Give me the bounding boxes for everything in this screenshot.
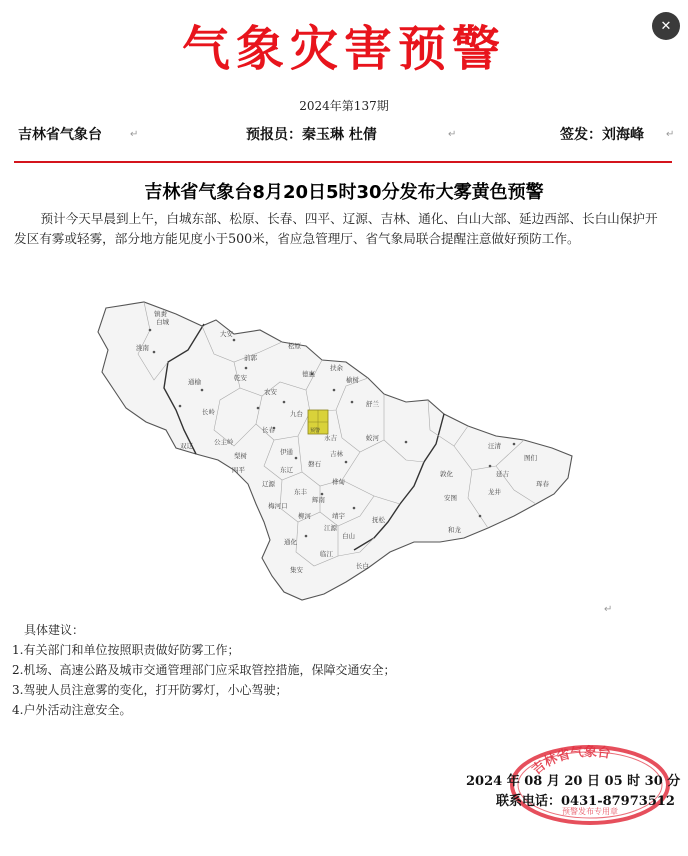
province-map: [84, 290, 584, 610]
city-label: 东丰: [294, 488, 307, 496]
city-label: 辉南: [312, 496, 325, 504]
city-label: 梅河口: [268, 502, 288, 510]
city-label: 九台: [290, 410, 303, 418]
issue-datetime: 2024 年 08 月 20 日 05 时 30 分: [466, 774, 681, 789]
city-label: 磐石: [308, 460, 321, 468]
issue-number: 2024年第137期: [299, 99, 389, 113]
advice-title: 具体建议：: [24, 623, 85, 637]
city-label: 敦化: [440, 470, 453, 478]
paragraph-mark: ↵: [130, 129, 139, 140]
city-label: 洮南: [136, 344, 149, 352]
city-label: 通化: [284, 538, 297, 546]
city-label: 德惠: [302, 370, 315, 378]
city-label: 靖宇: [332, 512, 345, 520]
city-label: 前郭: [244, 354, 257, 362]
seal-subtext: 预警发布专用章: [562, 807, 618, 816]
city-label: 乾安: [234, 374, 247, 382]
city-label: 图们: [524, 454, 537, 462]
city-label: 扶余: [330, 364, 343, 372]
city-label: 通榆: [188, 378, 201, 386]
signer-line: [560, 124, 644, 144]
contact-line: [496, 790, 675, 809]
marker-label: 预警: [310, 428, 321, 434]
masthead-title: 气象灾害预警: [181, 21, 506, 77]
city-label: 大安: [220, 330, 233, 338]
city-label: 抚松: [372, 516, 385, 524]
city-label: 柳河: [298, 512, 311, 520]
city-label: 江源: [324, 524, 337, 532]
city-label: 镇赉: [154, 310, 167, 318]
city-label: 松原: [288, 342, 301, 350]
city-label: 集安: [290, 566, 303, 574]
forecaster-names: 秦玉琳 杜倩: [302, 127, 377, 143]
signer-name: 刘海峰: [602, 127, 644, 143]
close-icon: ✕: [660, 18, 672, 34]
forecaster-label: 预报员：: [246, 127, 302, 143]
advice-section: [12, 620, 612, 720]
paragraph-mark: ↵: [604, 604, 613, 615]
advice-item: 1.有关部门和单位按照职责做好防雾工作；: [12, 643, 240, 657]
warning-paragraph: 预计今天早晨到上午，白城东部、松原、长春、四平、辽源、吉林、通化、白山大部、延边西部、长白山保护开发区有雾或轻雾，部分地方能见度小于500米，省应急管理厅、省气象局联合提醒注意做好预防工作。: [14, 211, 658, 246]
city-label: 辽源: [262, 480, 275, 488]
city-label: 永吉: [324, 434, 337, 442]
city-label: 东辽: [280, 466, 293, 474]
paragraph-mark: ↵: [448, 129, 457, 140]
city-label: 长岭: [202, 408, 215, 416]
phone-label: 联系电话：: [496, 794, 562, 809]
city-label: 安图: [444, 494, 457, 502]
city-label: 汪清: [488, 442, 501, 450]
city-label: 梨树: [234, 452, 247, 460]
advice-item: 4.户外活动注意安全。: [12, 703, 132, 717]
advice-item: 3.驾驶人员注意雾的变化，打开防雾灯，小心驾驶；: [12, 683, 288, 697]
city-label: 桦甸: [332, 478, 345, 486]
issuer: 吉林省气象台: [18, 127, 102, 143]
city-label: 伊通: [280, 448, 293, 456]
phone-number: 0431-87973512: [561, 794, 675, 809]
city-label: 延吉: [496, 470, 509, 478]
close-button[interactable]: [652, 12, 680, 40]
city-label: 临江: [320, 550, 333, 558]
forecasters-line: [246, 124, 377, 144]
city-label: 和龙: [448, 526, 461, 534]
city-label: 四平: [232, 466, 245, 474]
header-rule: [14, 161, 672, 163]
city-label: 白山: [342, 532, 355, 540]
city-label: 长春: [262, 426, 275, 434]
signer-label: 签发：: [560, 127, 602, 143]
city-label: 双辽: [180, 442, 193, 450]
city-label: 珲春: [536, 480, 549, 488]
city-label: 榆树: [346, 376, 359, 384]
city-label: 蛟河: [366, 434, 379, 442]
advice-item: 2.机场、高速公路及城市交通管理部门应采取管控措施，保障交通安全；: [12, 663, 396, 677]
city-label: 农安: [264, 388, 277, 396]
warning-headline: 吉林省气象台8月20日5时30分发布大雾黄色预警: [144, 182, 544, 203]
city-label: 白城: [156, 318, 169, 326]
city-label: 吉林: [330, 450, 343, 458]
city-label: 长白: [356, 562, 369, 570]
city-label: 公主岭: [214, 438, 234, 446]
paragraph-mark: ↵: [666, 129, 675, 140]
city-label: 舒兰: [366, 400, 379, 408]
seal-text: 吉林省气象台: [529, 744, 612, 779]
city-label: 龙井: [488, 488, 501, 496]
